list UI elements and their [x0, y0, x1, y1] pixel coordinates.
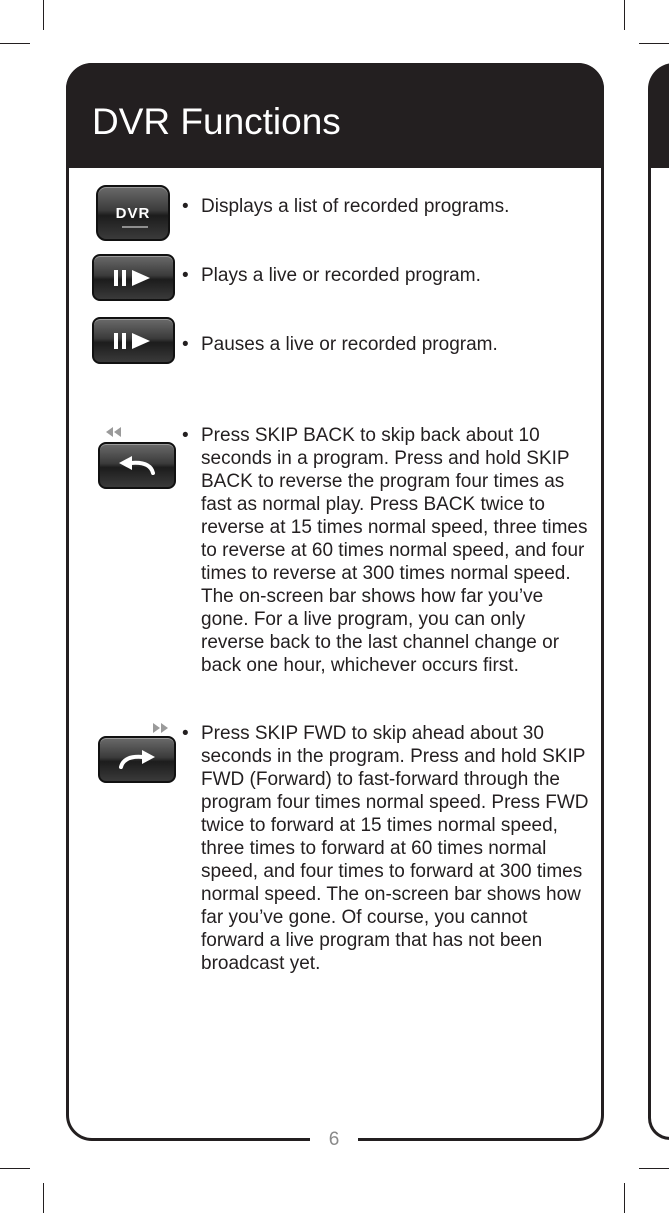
pause-description: Pauses a live or recorded program.: [201, 334, 498, 355]
play-pause-icon: [112, 331, 156, 351]
crop-mark: [624, 1183, 625, 1213]
crop-mark: [0, 1168, 30, 1169]
skip-forward-description: Press SKIP FWD to skip ahead about 30 seconds in the program. Press and hold SKIP FWD (Forward) to fast-forward through the program four times normal speed. Press FWD twice to forward at 15 times normal speed, three times to forward at 60 times normal speed, and four times to forward at 300 times normal speed. The on-screen bar shows how far you’ve gone. Of course, you cannot forward a live program that has not been broadcast yet.: [201, 723, 589, 974]
skip-forward-arrow-icon: [115, 749, 159, 771]
skip-back-description: Press SKIP BACK to skip back about 10 seconds in a program. Press and hold SKIP BACK to reverse the program four times as fast as normal play. Press BACK twice to reverse at 15 times normal speed, three times to reverse at 60 times normal speed, and four times to reverse at 300 times normal speed. The on-screen bar shows how far you’ve gone. For a live program, you can only reverse back to the last channel change or back one hour, whichever occurs first.: [201, 425, 588, 676]
bullet: •: [182, 265, 189, 286]
play-description: Plays a live or recorded program.: [201, 265, 481, 286]
fast-forward-icon: [150, 722, 170, 734]
bullet: •: [182, 334, 189, 355]
bullet: •: [182, 425, 189, 446]
crop-mark: [43, 1183, 44, 1213]
bullet: •: [182, 723, 189, 744]
dvr-underline: [122, 226, 148, 228]
dvr-button-label: DVR: [115, 204, 151, 222]
page-title: DVR Functions: [92, 101, 341, 142]
play-pause-button-icon: [92, 254, 175, 301]
play-pause-button-icon: [92, 317, 175, 364]
crop-mark: [0, 43, 30, 44]
crop-mark: [624, 0, 625, 30]
crop-mark: [639, 1168, 669, 1169]
dvr-button-icon: [96, 185, 170, 241]
dvr-description: Displays a list of recorded programs.: [201, 196, 510, 217]
skip-back-button-icon: [98, 442, 176, 489]
next-page-border-edge: [648, 150, 669, 1140]
skip-forward-button-icon: [98, 736, 176, 783]
skip-back-arrow-icon: [115, 455, 159, 477]
bullet: •: [182, 196, 189, 217]
crop-mark: [43, 0, 44, 30]
page-number: 6: [328, 1129, 340, 1150]
crop-mark: [639, 43, 669, 44]
rewind-icon: [104, 426, 124, 438]
play-pause-icon: [112, 268, 156, 288]
